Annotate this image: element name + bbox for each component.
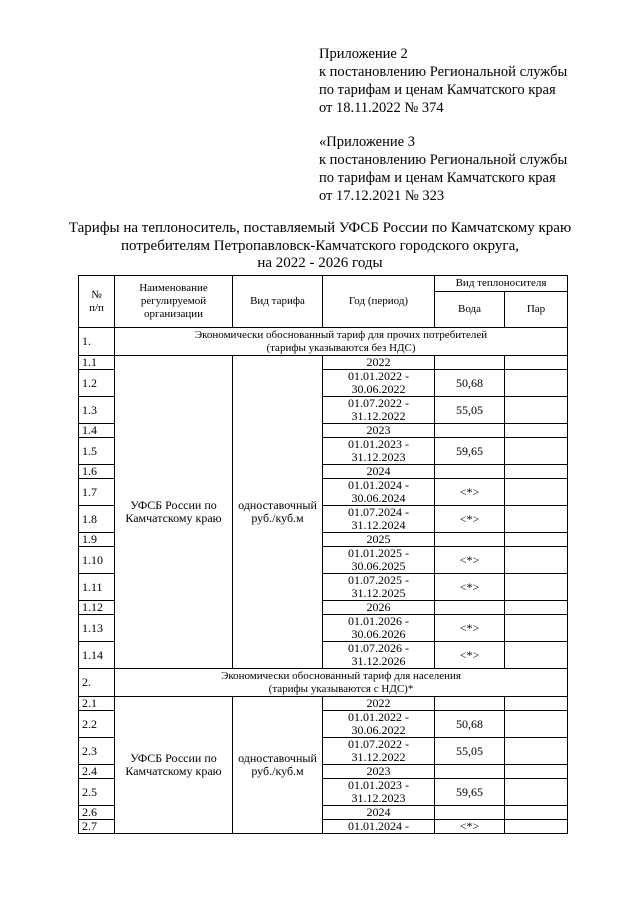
water-tariff: <*>: [435, 506, 505, 533]
steam-tariff: [505, 424, 568, 438]
row-number: 1.3: [79, 397, 115, 424]
appendix-header-current: [319, 45, 567, 117]
steam-tariff: [505, 370, 568, 397]
steam-tariff: [505, 479, 568, 506]
water-tariff: 50,68: [435, 370, 505, 397]
row-number: 2.5: [79, 779, 115, 806]
period-cell: 2022: [323, 356, 435, 370]
period-cell: 01.01.2026 - 30.06.2026: [323, 615, 435, 642]
col-header-organization: Наименование регулируемой организации: [115, 276, 233, 328]
water-tariff: <*>: [435, 642, 505, 669]
water-tariff: [435, 601, 505, 615]
row-number: 1.1: [79, 356, 115, 370]
water-tariff: [435, 356, 505, 370]
period-cell: 2022: [323, 697, 435, 711]
section-title: Экономически обоснованный тариф для прочих потребителей (тарифы указываются без НДС): [115, 328, 568, 356]
row-number: 2.6: [79, 806, 115, 820]
period-cell: 01.07.2026 - 31.12.2026: [323, 642, 435, 669]
steam-tariff: [505, 506, 568, 533]
period-cell: 2024: [323, 806, 435, 820]
tariff-type: одноставочный руб./куб.м: [233, 356, 323, 669]
table-row: [79, 356, 568, 370]
period-cell: 2025: [323, 533, 435, 547]
row-number: 1.12: [79, 601, 115, 615]
appendix-header-previous: [319, 133, 567, 205]
water-tariff: 50,68: [435, 711, 505, 738]
row-number: 2.2: [79, 711, 115, 738]
row-number: 2.1: [79, 697, 115, 711]
col-header-carrier: Вид теплоносителя: [435, 276, 568, 292]
organization-name: УФСБ России по Камчатскому краю: [115, 697, 233, 834]
period-cell: 01.01.2023 - 31.12.2023: [323, 779, 435, 806]
period-cell: 01.01.2023 - 31.12.2023: [323, 438, 435, 465]
steam-tariff: [505, 601, 568, 615]
water-tariff: 55,05: [435, 397, 505, 424]
header-line: Приложение 2: [319, 46, 408, 62]
water-tariff: [435, 765, 505, 779]
col-header-number: № п/п: [79, 276, 115, 328]
water-tariff: <*>: [435, 615, 505, 642]
steam-tariff: [505, 438, 568, 465]
steam-tariff: [505, 356, 568, 370]
period-cell: 01.07.2022 - 31.12.2022: [323, 397, 435, 424]
period-cell: 2023: [323, 424, 435, 438]
section-number: 2.: [79, 669, 115, 697]
period-cell: 2026: [323, 601, 435, 615]
tariff-type: одноставочный руб./куб.м: [233, 697, 323, 834]
steam-tariff: [505, 711, 568, 738]
row-number: 1.2: [79, 370, 115, 397]
period-cell: 2024: [323, 465, 435, 479]
water-tariff: 59,65: [435, 779, 505, 806]
title-line: потребителям Петропавловск-Камчатского городского округа,: [120, 237, 519, 254]
water-tariff: <*>: [435, 547, 505, 574]
period-cell: 01.01.2024 -: [323, 820, 435, 834]
tariff-table: [78, 275, 568, 834]
table-row: [79, 697, 568, 711]
row-number: 1.14: [79, 642, 115, 669]
header-line: к постановлению Региональной службы: [319, 64, 568, 80]
row-number: 2.3: [79, 738, 115, 765]
water-tariff: <*>: [435, 479, 505, 506]
organization-name: УФСБ России по Камчатскому краю: [115, 356, 233, 669]
col-header-steam: Пар: [505, 292, 568, 328]
section-title: Экономически обоснованный тариф для населения (тарифы указываются с НДС)*: [115, 669, 568, 697]
water-tariff: <*>: [435, 820, 505, 834]
steam-tariff: [505, 465, 568, 479]
water-tariff: [435, 465, 505, 479]
steam-tariff: [505, 765, 568, 779]
row-number: 1.13: [79, 615, 115, 642]
header-line: к постановлению Региональной службы: [319, 152, 568, 168]
period-cell: 01.07.2022 - 31.12.2022: [323, 738, 435, 765]
water-tariff: 59,65: [435, 438, 505, 465]
steam-tariff: [505, 738, 568, 765]
period-cell: 01.01.2022 - 30.06.2022: [323, 370, 435, 397]
section-number: 1.: [79, 328, 115, 356]
steam-tariff: [505, 615, 568, 642]
period-cell: 01.07.2024 - 31.12.2024: [323, 506, 435, 533]
row-number: 1.5: [79, 438, 115, 465]
header-line: «Приложение 3: [319, 134, 415, 150]
col-header-period: Год (период): [323, 276, 435, 328]
header-line: по тарифам и ценам Камчатского края: [319, 82, 556, 98]
col-header-tariff-type: Вид тарифа: [233, 276, 323, 328]
water-tariff: [435, 806, 505, 820]
row-number: 1.7: [79, 479, 115, 506]
steam-tariff: [505, 533, 568, 547]
period-cell: 01.01.2025 - 30.06.2025: [323, 547, 435, 574]
title-line: Тарифы на теплоноситель, поставляемый УФСБ России по Камчатскому краю: [68, 220, 572, 236]
water-tariff: [435, 533, 505, 547]
title-line: на 2022 - 2026 годы: [257, 255, 383, 271]
water-tariff: [435, 424, 505, 438]
header-line: по тарифам и ценам Камчатского края: [319, 170, 556, 186]
period-cell: 01.01.2022 - 30.06.2022: [323, 711, 435, 738]
steam-tariff: [505, 547, 568, 574]
steam-tariff: [505, 779, 568, 806]
section-row: [79, 328, 568, 356]
period-cell: 01.07.2025 - 31.12.2025: [323, 574, 435, 601]
row-number: 1.6: [79, 465, 115, 479]
period-cell: 2023: [323, 765, 435, 779]
water-tariff: [435, 697, 505, 711]
row-number: 2.7: [79, 820, 115, 834]
period-cell: 01.01.2024 - 30.06.2024: [323, 479, 435, 506]
water-tariff: 55,05: [435, 738, 505, 765]
row-number: 1.4: [79, 424, 115, 438]
col-header-water: Вода: [435, 292, 505, 328]
row-number: 2.4: [79, 765, 115, 779]
document-title: [0, 220, 640, 273]
header-line: от 18.11.2022 № 374: [319, 100, 444, 116]
steam-tariff: [505, 820, 568, 834]
steam-tariff: [505, 806, 568, 820]
table-header-row: [79, 276, 568, 292]
steam-tariff: [505, 642, 568, 669]
row-number: 1.9: [79, 533, 115, 547]
row-number: 1.8: [79, 506, 115, 533]
header-line: от 17.12.2021 № 323: [319, 188, 445, 204]
water-tariff: <*>: [435, 574, 505, 601]
row-number: 1.10: [79, 547, 115, 574]
row-number: 1.11: [79, 574, 115, 601]
steam-tariff: [505, 397, 568, 424]
steam-tariff: [505, 697, 568, 711]
steam-tariff: [505, 574, 568, 601]
section-row: [79, 669, 568, 697]
